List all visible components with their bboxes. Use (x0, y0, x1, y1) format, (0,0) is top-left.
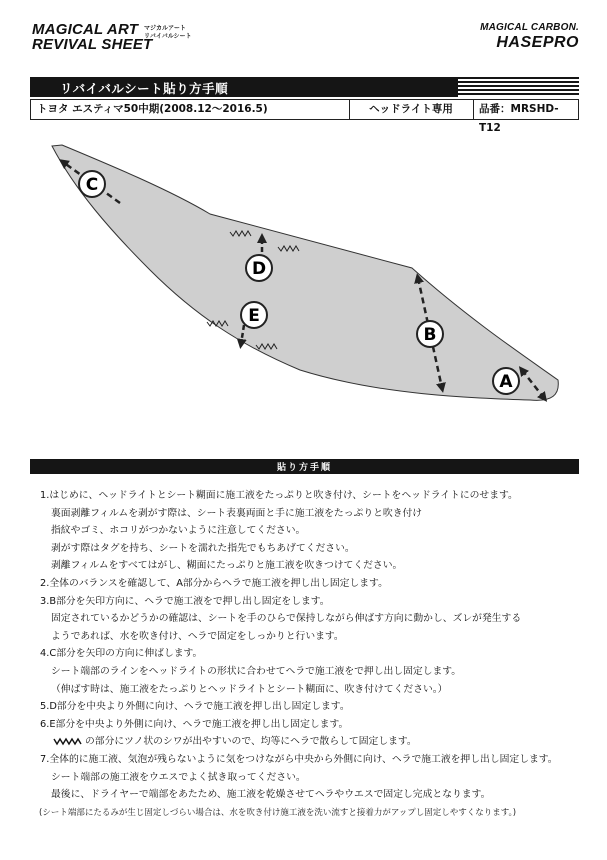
label-b-marker (417, 321, 443, 347)
step-1-line: 剥離フィルムをすべてはがし、糊面にたっぷりと施工液を吹きつけてください。 (51, 560, 403, 572)
vehicle-model: トヨタ エスティマ50中期(2008.12〜2016.5) (37, 103, 268, 115)
step-7-line: シート端部の施工液をウエスでよく拭き取ってください。 (51, 771, 306, 783)
info-divider (473, 100, 474, 119)
part-number: 品番：MRSHD-T12 (479, 103, 559, 134)
product-info-row (30, 99, 579, 134)
step-1-line: 指紋やゴミ、ホコリがつかないように注意してください。 (51, 525, 306, 537)
product-type: ヘッドライト専用 (369, 103, 453, 115)
step-3-line: ようであれば、水を吹き付け、ヘラで固定をしっかりと行います。 (51, 630, 344, 642)
brand-line1: MAGICAL ART (32, 21, 139, 38)
label-c-marker (79, 171, 105, 197)
step-4-line: シート端部のラインをヘッドライトの形状に合わせてヘラで施工液をで押し出し固定します。 (51, 665, 462, 677)
brand-jp-line2: リバイバルシート (144, 33, 192, 40)
label-a: A (499, 372, 513, 392)
label-c: C (85, 175, 99, 195)
page-title: リバイバルシート貼り方手順 (60, 81, 229, 96)
label-d-marker (246, 255, 272, 281)
label-e-marker (241, 302, 267, 328)
title-stripes-decoration (458, 77, 579, 97)
brand-logo-left (32, 21, 192, 53)
brand-line2: REVIVAL SHEET (32, 36, 153, 53)
step-7-line: 最後に、ドライヤーで端部をあたため、施工液を乾燥させてヘラやウエスで固定し完成となります。 (51, 789, 491, 801)
step-2-line: 2.全体のバランスを確認して、A部分からヘラで施工液を押し出し固定します。 (40, 577, 388, 589)
label-b: B (423, 325, 437, 345)
step-4-line: 4.C部分を矢印の方向に伸ばします。 (40, 648, 203, 660)
label-a-marker (493, 368, 519, 394)
step-3-line: 固定されているかどうかの確認は、シートを手のひらで保持しながら伸ばす方向に動かし、ズレが発生する (51, 613, 522, 625)
title-bar (30, 77, 458, 97)
step-6-line (40, 733, 558, 751)
steps-title: 貼り方手順 (276, 463, 332, 473)
instruction-steps (40, 487, 558, 804)
step-1-line: 1.はじめに、ヘッドライトとシート糊面に施工液をたっぷりと吹き付け、シートをヘッドライトにのせます。 (40, 490, 518, 501)
maker-line1: MAGICAL CARBON. (480, 22, 579, 33)
step-4-line: （伸ばす時は、施工液をたっぷりとヘッドライトとシート糊面に、吹き付けてください。） (51, 683, 448, 695)
headlight-diagram (0, 130, 607, 430)
step-3-line: 3.B部分を矢印方向に、ヘラで施工液をで押し出し固定をします。 (40, 595, 330, 607)
steps-header-bar (30, 459, 579, 474)
brand-jp-line1: マジカルアート (144, 25, 186, 32)
step-5-line: 5.D部分を中央より外側に向け、ヘラで施工液を押し出し固定します。 (40, 701, 350, 713)
label-d: D (251, 259, 267, 279)
label-e: E (248, 306, 260, 326)
step-1-line: 裏面剥離フィルムを剥がす際は、シート表裏両面と手に施工液をたっぷりと吹き付け (51, 507, 423, 519)
step-7-line: 7.全体的に施工液、気泡が残らないように気をつけながら中央から外側に向け、ヘラで施工液を押し出し固定します。 (40, 753, 558, 765)
brand-jp (144, 25, 192, 41)
headlight-shape (52, 145, 558, 400)
brand-logo-right (480, 22, 579, 52)
footnote: (シート端部にたるみが生じ固定しづらい場合は、水を吹き付け施工液を洗い流すと接着力がアップし固定しやすくなります。) (39, 808, 517, 818)
step-1-line: 剥がす際はタグを持ち、シートを濡れた指先でもちあげてください。 (51, 542, 355, 554)
wrinkle-zigzag-icon (53, 737, 83, 746)
step-6-line: 6.E部分を中央より外側に向け、ヘラで施工液を押し出し固定します。 (40, 718, 349, 730)
maker-line2: HASEPRO (496, 34, 579, 51)
step-6-text: の部分にツノ状のシワが出やすいので、均等にヘラで散らして固定します。 (85, 736, 417, 748)
